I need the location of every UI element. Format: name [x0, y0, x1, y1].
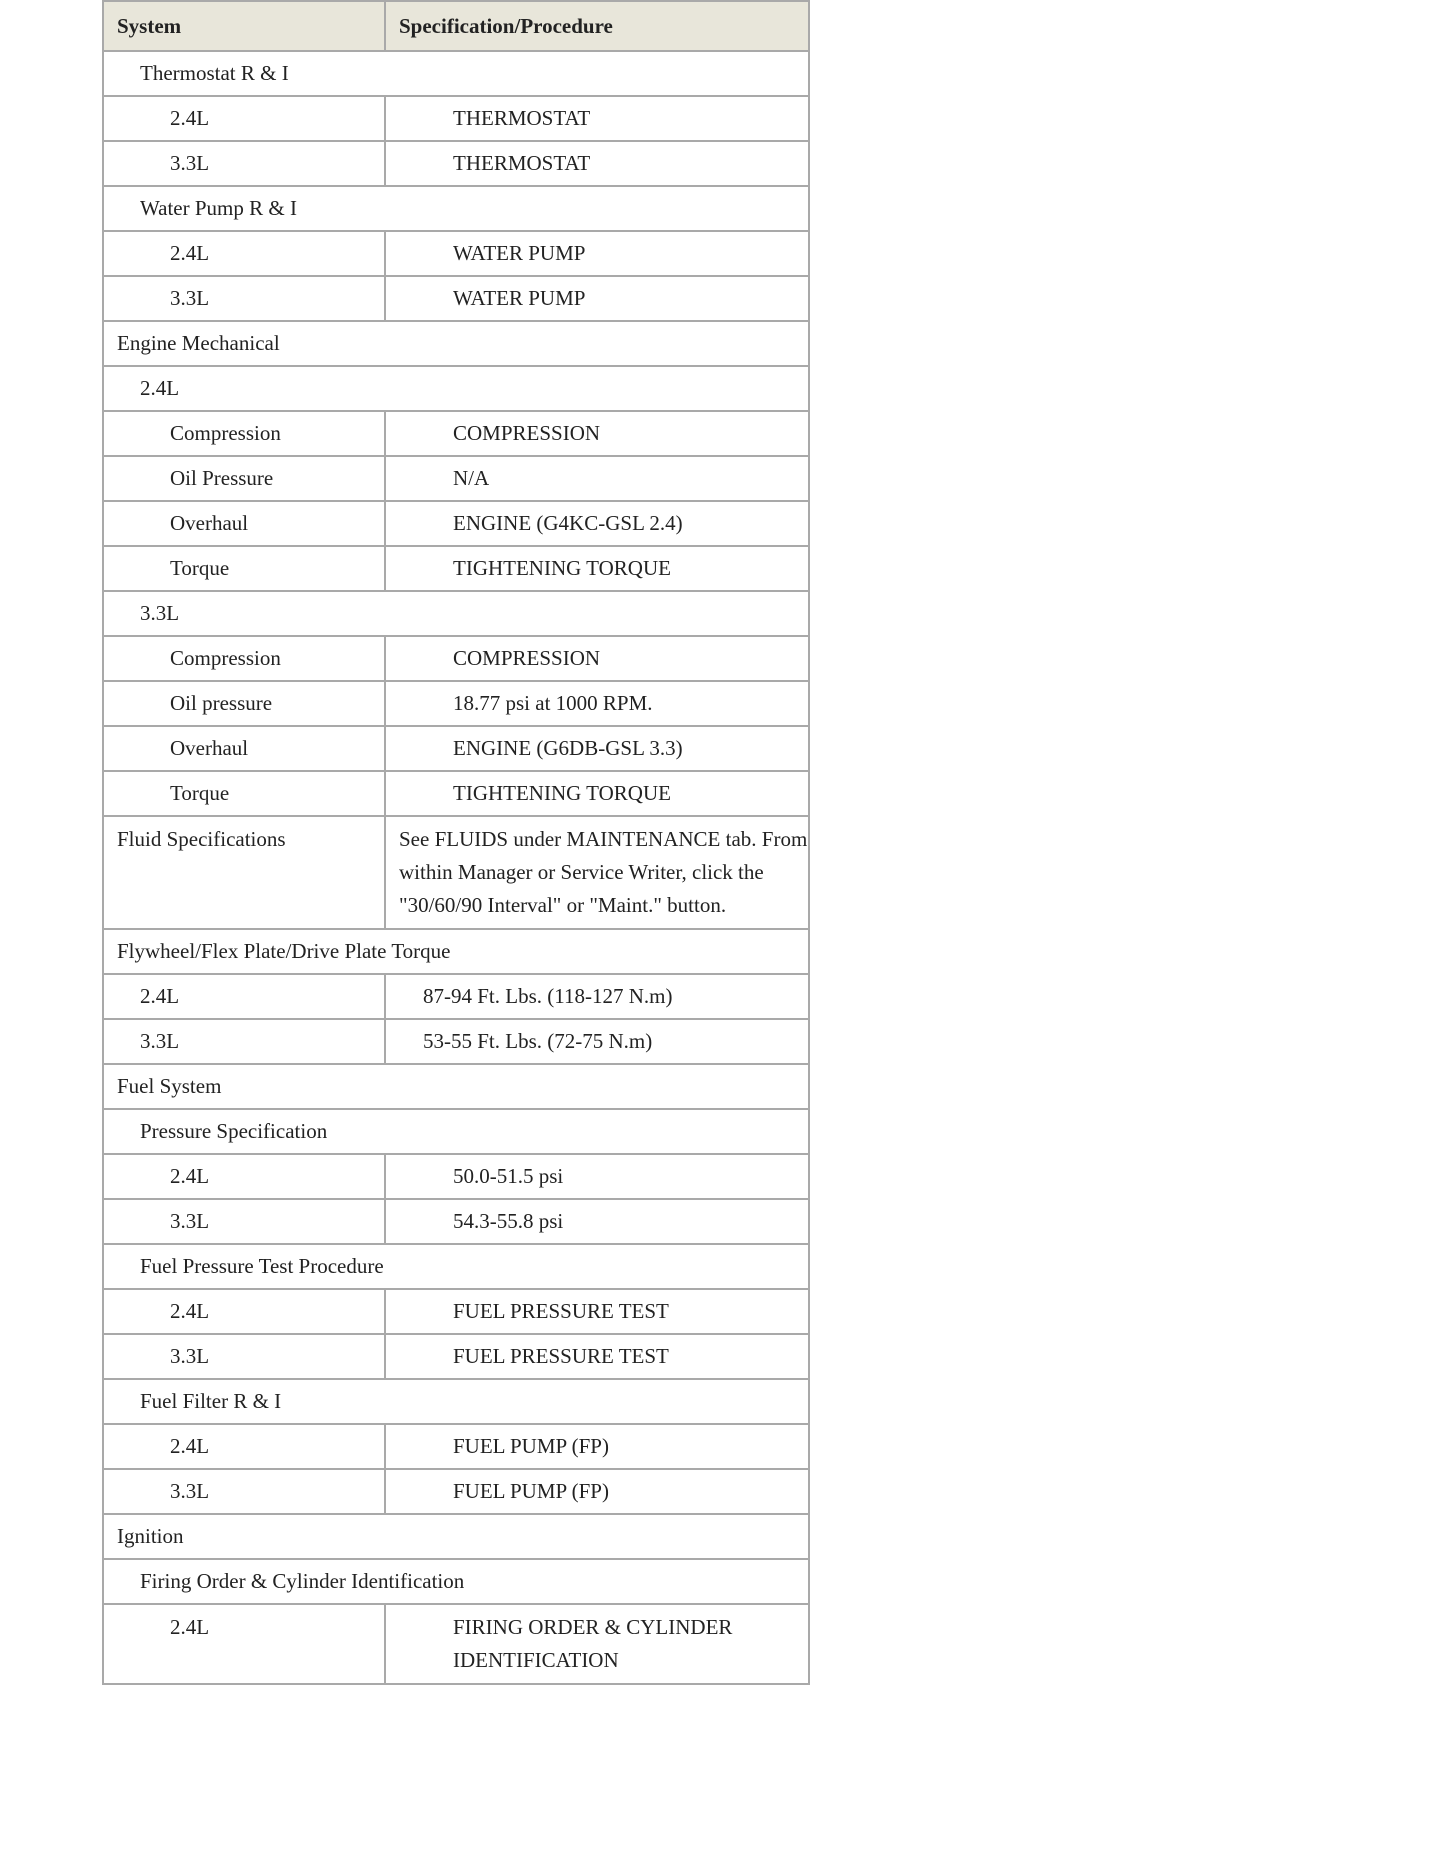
table-body: [103, 51, 809, 1684]
section-row: [103, 1064, 809, 1109]
section-label: Water Pump R & I: [103, 186, 809, 231]
table-row: [103, 276, 809, 321]
table-row: [103, 974, 809, 1019]
specification-cell: FUEL PRESSURE TEST: [385, 1289, 809, 1334]
specification-cell: THERMOSTAT: [385, 96, 809, 141]
system-cell: Torque: [103, 546, 385, 591]
system-cell: 3.3L: [103, 276, 385, 321]
section-label: Pressure Specification: [103, 1109, 809, 1154]
section-row: [103, 186, 809, 231]
table-row: [103, 1604, 809, 1684]
system-cell: Fluid Specifications: [103, 816, 385, 929]
section-label: 2.4L: [103, 366, 809, 411]
system-cell: 2.4L: [103, 96, 385, 141]
system-cell: 2.4L: [103, 1154, 385, 1199]
table-row: [103, 771, 809, 816]
section-label: Fuel System: [103, 1064, 809, 1109]
table-row: [103, 1019, 809, 1064]
system-cell: Compression: [103, 411, 385, 456]
specification-cell: N/A: [385, 456, 809, 501]
specification-cell: TIGHTENING TORQUE: [385, 546, 809, 591]
specification-cell: FUEL PRESSURE TEST: [385, 1334, 809, 1379]
system-cell: Oil pressure: [103, 681, 385, 726]
table-row: [103, 1199, 809, 1244]
specification-cell: ENGINE (G4KC-GSL 2.4): [385, 501, 809, 546]
system-cell: Compression: [103, 636, 385, 681]
system-cell: 3.3L: [103, 1019, 385, 1064]
section-row: [103, 366, 809, 411]
section-row: [103, 929, 809, 974]
specification-cell: 87-94 Ft. Lbs. (118-127 N.m): [385, 974, 809, 1019]
table-row: [103, 1154, 809, 1199]
table-row: [103, 681, 809, 726]
header-row: [103, 1, 809, 51]
system-cell: Overhaul: [103, 726, 385, 771]
table-row: [103, 726, 809, 771]
section-row: [103, 591, 809, 636]
system-cell: 3.3L: [103, 1199, 385, 1244]
specification-cell: See FLUIDS under MAINTENANCE tab. From within Manager or Service Writer, click the "30/60/90 Interval" or "Maint." button.: [385, 816, 809, 929]
section-row: [103, 1514, 809, 1559]
system-cell: 2.4L: [103, 231, 385, 276]
specification-cell: FUEL PUMP (FP): [385, 1469, 809, 1514]
specification-cell: WATER PUMP: [385, 231, 809, 276]
table-row: [103, 231, 809, 276]
table-row: [103, 1424, 809, 1469]
table-row: [103, 456, 809, 501]
specification-cell: FIRING ORDER & CYLINDER IDENTIFICATION: [385, 1604, 809, 1684]
table-row: [103, 636, 809, 681]
header-system: System: [103, 1, 385, 51]
specification-cell: FUEL PUMP (FP): [385, 1424, 809, 1469]
section-row: [103, 51, 809, 96]
specification-cell: WATER PUMP: [385, 276, 809, 321]
specification-cell: 18.77 psi at 1000 RPM.: [385, 681, 809, 726]
section-label: Thermostat R & I: [103, 51, 809, 96]
table-row: [103, 96, 809, 141]
table-row: [103, 1469, 809, 1514]
section-row: [103, 1244, 809, 1289]
system-cell: 3.3L: [103, 141, 385, 186]
specification-cell: COMPRESSION: [385, 636, 809, 681]
section-label: Fuel Filter R & I: [103, 1379, 809, 1424]
table-row: [103, 411, 809, 456]
table-row: [103, 1289, 809, 1334]
table-header: [103, 1, 809, 51]
section-label: 3.3L: [103, 591, 809, 636]
header-specification: Specification/Procedure: [385, 1, 809, 51]
system-cell: 2.4L: [103, 974, 385, 1019]
table-row: [103, 141, 809, 186]
spec-table: [102, 0, 810, 1685]
system-cell: 2.4L: [103, 1424, 385, 1469]
specification-cell: COMPRESSION: [385, 411, 809, 456]
table-row: [103, 546, 809, 591]
table-row: [103, 816, 809, 929]
system-cell: 2.4L: [103, 1604, 385, 1684]
system-cell: 3.3L: [103, 1469, 385, 1514]
system-cell: 2.4L: [103, 1289, 385, 1334]
section-row: [103, 1109, 809, 1154]
system-cell: Torque: [103, 771, 385, 816]
section-label: Flywheel/Flex Plate/Drive Plate Torque: [103, 929, 809, 974]
specification-cell: 54.3-55.8 psi: [385, 1199, 809, 1244]
system-cell: Overhaul: [103, 501, 385, 546]
specification-cell: 53-55 Ft. Lbs. (72-75 N.m): [385, 1019, 809, 1064]
specification-cell: THERMOSTAT: [385, 141, 809, 186]
specification-cell: ENGINE (G6DB-GSL 3.3): [385, 726, 809, 771]
specification-cell: TIGHTENING TORQUE: [385, 771, 809, 816]
section-label: Engine Mechanical: [103, 321, 809, 366]
system-cell: 3.3L: [103, 1334, 385, 1379]
section-row: [103, 1559, 809, 1604]
section-row: [103, 321, 809, 366]
table-row: [103, 501, 809, 546]
specification-cell: 50.0-51.5 psi: [385, 1154, 809, 1199]
section-label: Firing Order & Cylinder Identification: [103, 1559, 809, 1604]
table-row: [103, 1334, 809, 1379]
section-label: Fuel Pressure Test Procedure: [103, 1244, 809, 1289]
section-row: [103, 1379, 809, 1424]
system-cell: Oil Pressure: [103, 456, 385, 501]
section-label: Ignition: [103, 1514, 809, 1559]
